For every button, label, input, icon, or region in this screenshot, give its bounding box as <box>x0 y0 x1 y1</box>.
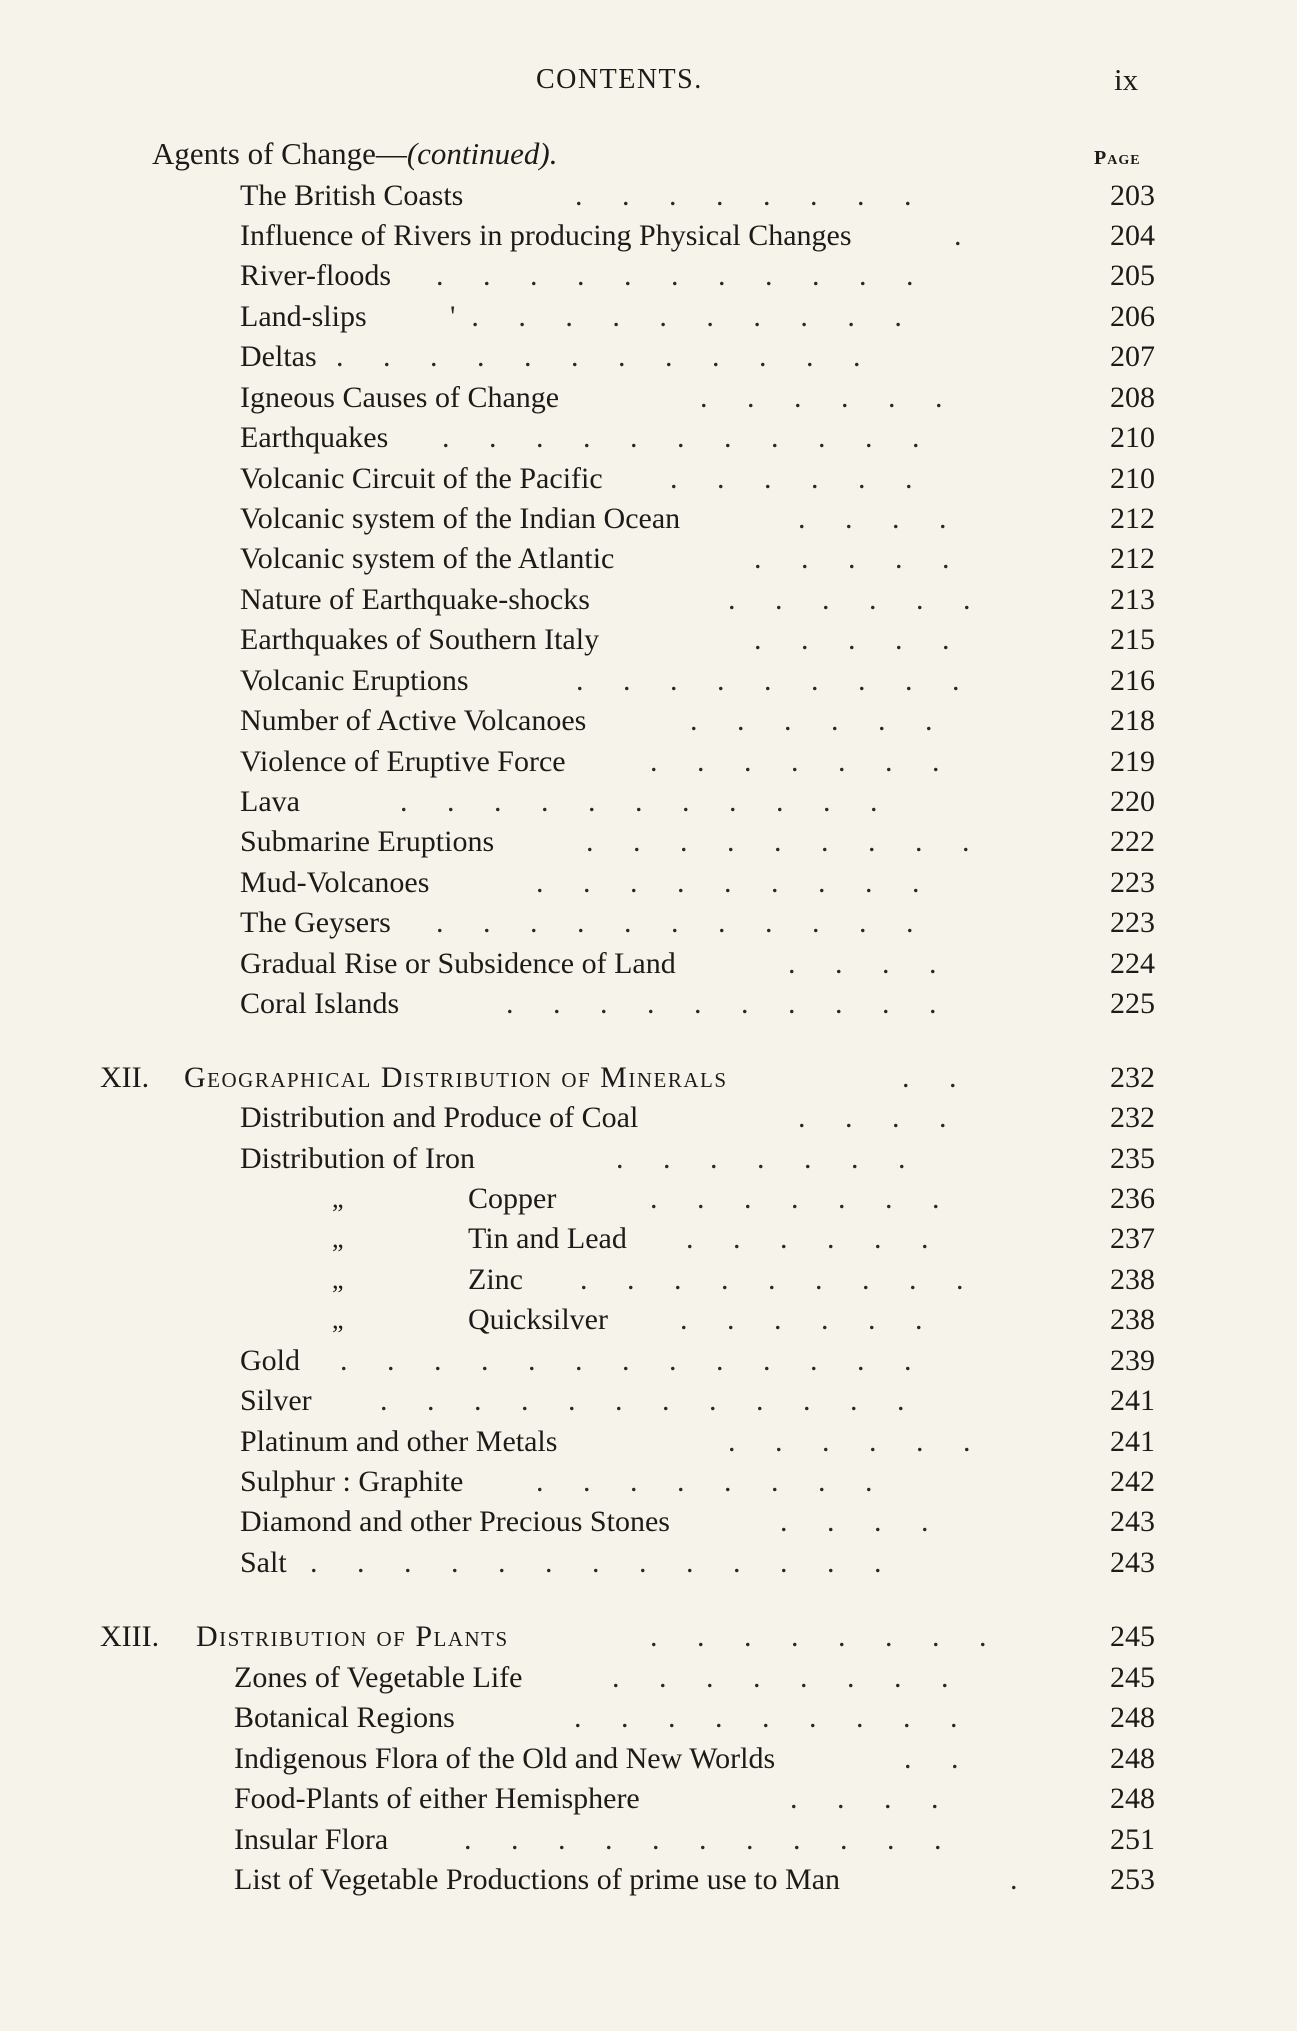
toc-entry-label: Volcanic system of the Indian Ocean <box>240 502 681 535</box>
toc-entry-page: 222 <box>1110 825 1155 858</box>
toc-entry <box>240 459 1155 499</box>
toc-entry-page: 238 <box>1110 1263 1155 1296</box>
toc-entry-page: 248 <box>1110 1701 1155 1734</box>
dot-leader: . . . . . . . <box>650 1182 956 1215</box>
toc-entry-label: The British Coasts <box>240 179 464 212</box>
toc-entry-label: Distribution and Produce of Coal <box>240 1101 639 1134</box>
toc-entry-page: 224 <box>1110 947 1155 980</box>
toc-entry-page: 207 <box>1110 340 1155 373</box>
toc-entry <box>240 1462 1155 1502</box>
toc-entry-label: Volcanic Eruptions <box>240 664 469 697</box>
toc-entry-page: 208 <box>1110 381 1155 414</box>
toc-entry-page: 213 <box>1110 583 1155 616</box>
chapter-title: Geographical Distribution of Minerals <box>184 1061 728 1094</box>
toc-entry <box>234 1860 1155 1900</box>
toc-entry-page: 215 <box>1110 623 1155 656</box>
toc-entry-label: Tin and Lead <box>468 1222 627 1255</box>
toc-entry-label: Gradual Rise or Subsidence of Land <box>240 947 676 980</box>
toc-entry-page: 243 <box>1110 1546 1155 1579</box>
toc-entry-label: Food-Plants of either Hemisphere <box>234 1782 640 1815</box>
dot-leader: . . . . . . . . . . . <box>442 421 936 454</box>
toc-entry-label: Lava <box>240 785 300 818</box>
chapter-heading <box>100 1058 1155 1098</box>
dot-leader: . . . . . . . . . . <box>506 987 953 1020</box>
toc-entry <box>240 337 1155 377</box>
dot-leader: . . . . <box>790 1782 955 1815</box>
dot-leader: . . . . . . . . . <box>576 664 976 697</box>
toc-entry-page: 253 <box>1110 1863 1155 1896</box>
dot-leader: . . . . . <box>754 542 966 575</box>
toc-entry-label: Igneous Causes of Change <box>240 381 560 414</box>
toc-entry-label: Volcanic Circuit of the Pacific <box>240 462 603 495</box>
toc-entry <box>240 782 1155 822</box>
toc-entry-ditto <box>240 1300 1155 1340</box>
toc-entry <box>240 418 1155 458</box>
toc-entry-label: Quicksilver <box>468 1303 608 1336</box>
toc-entry-page: 203 <box>1110 179 1155 212</box>
toc-entry-page: 225 <box>1110 987 1155 1020</box>
dot-leader: . . . . . . . . . <box>580 1263 980 1296</box>
toc-entry-page: 220 <box>1110 785 1155 818</box>
dot-leader: . <box>1010 1863 1034 1896</box>
toc-entry-label: Earthquakes <box>240 421 389 454</box>
toc-entry <box>240 742 1155 782</box>
toc-entry-label: Silver <box>240 1384 312 1417</box>
dot-leader: . . <box>902 1061 973 1094</box>
toc-entry-page: 236 <box>1110 1182 1155 1215</box>
toc-entry-label: Influence of Rivers in producing Physical Changes <box>240 219 852 252</box>
dot-leader: . . . . . . . . . . . . <box>336 340 877 373</box>
toc-entry-label: Botanical Regions <box>234 1701 455 1734</box>
toc-entry <box>240 620 1155 660</box>
dot-leader: '. . . . . . . . . . <box>450 300 918 333</box>
dot-leader: . . . . . . . . . . . <box>400 785 894 818</box>
dot-leader: . . . . . . . . <box>612 1661 965 1694</box>
toc-entry-label: Diamond and other Precious Stones <box>240 1505 670 1538</box>
toc-entry <box>240 297 1155 337</box>
toc-entry-page: 219 <box>1110 745 1155 778</box>
dot-leader: . . . . . . . . <box>575 179 928 212</box>
toc-entry <box>240 863 1155 903</box>
toc-entry-page: 237 <box>1110 1222 1155 1255</box>
toc-entry <box>240 1098 1155 1138</box>
toc-entry-page: 232 <box>1110 1101 1155 1134</box>
toc-entry-label: Coral Islands <box>240 987 400 1020</box>
ditto-mark: „ <box>332 1184 344 1213</box>
toc-entry-page: 241 <box>1110 1384 1155 1417</box>
ditto-mark: „ <box>332 1305 344 1334</box>
toc-entry-page: 238 <box>1110 1303 1155 1336</box>
toc-entry-page: 205 <box>1110 259 1155 292</box>
section-heading-continued: (continued). <box>406 136 558 171</box>
dot-leader: . . . . . . . . . . . . <box>380 1384 921 1417</box>
toc-entry-label: Salt <box>240 1546 287 1579</box>
running-title: CONTENTS. <box>536 64 703 95</box>
chapter-page: 232 <box>1110 1061 1155 1094</box>
toc-entry-label: River-floods <box>240 259 392 292</box>
toc-entry-page: 245 <box>1110 1661 1155 1694</box>
dot-leader: . . . . . . . . <box>536 1465 889 1498</box>
dot-leader: . . . . . . . . . . . <box>464 1823 958 1856</box>
toc-entry-ditto <box>240 1260 1155 1300</box>
toc-entry-page: 241 <box>1110 1425 1155 1458</box>
ditto-mark: „ <box>332 1265 344 1294</box>
dot-leader: . . . . . . <box>690 704 949 737</box>
toc-entry-page: 223 <box>1110 866 1155 899</box>
toc-entry-page: 235 <box>1110 1142 1155 1175</box>
toc-entry-page: 212 <box>1110 542 1155 575</box>
toc-entry-label: Violence of Eruptive Force <box>240 745 566 778</box>
toc-entry <box>240 944 1155 984</box>
toc-entry-page: 216 <box>1110 664 1155 697</box>
toc-entry-page: 223 <box>1110 906 1155 939</box>
toc-entry <box>240 903 1155 943</box>
toc-entry-label: Mud-Volcanoes <box>240 866 430 899</box>
chapter-heading <box>100 1617 1155 1657</box>
toc-entry <box>240 984 1155 1024</box>
dot-leader: . . . . <box>798 1101 963 1134</box>
dot-leader: . . . . . . <box>700 381 959 414</box>
toc-entry-ditto <box>240 1219 1155 1259</box>
dot-leader: . . . . <box>798 502 963 535</box>
toc-entry-label: The Geysers <box>240 906 391 939</box>
toc-entry <box>240 1341 1155 1381</box>
dot-leader: . . . . . . . . . <box>586 825 986 858</box>
toc-entry-page: 248 <box>1110 1782 1155 1815</box>
toc-entry <box>240 1381 1155 1421</box>
toc-entry-label: Insular Flora <box>234 1823 389 1856</box>
toc-entry <box>234 1658 1155 1698</box>
toc-entry-page: 251 <box>1110 1823 1155 1856</box>
dot-leader: . . . . . . . . . . . . . <box>340 1344 928 1377</box>
dot-leader: . . . . . . <box>680 1303 939 1336</box>
toc-entry-page: 210 <box>1110 462 1155 495</box>
toc-entry-page: 204 <box>1110 219 1155 252</box>
toc-entry-label: Distribution of Iron <box>240 1142 475 1175</box>
toc-entry <box>240 256 1155 296</box>
dot-leader: . . . . <box>780 1505 945 1538</box>
dot-leader: . . . . . . . . . . . <box>436 259 930 292</box>
toc-entry-page: 239 <box>1110 1344 1155 1377</box>
toc-entry <box>234 1698 1155 1738</box>
dot-leader: . . . . . . . . . <box>574 1701 974 1734</box>
dot-leader: . . . . . . <box>728 583 987 616</box>
dot-leader: . . . . . <box>754 623 966 656</box>
toc-entry-page: 206 <box>1110 300 1155 333</box>
toc-entry-label: Platinum and other Metals <box>240 1425 558 1458</box>
dot-leader: . . <box>904 1742 975 1775</box>
toc-entry-ditto <box>240 1179 1155 1219</box>
chapter-number: XII. <box>100 1061 150 1094</box>
toc-entry-label: Volcanic system of the Atlantic <box>240 542 615 575</box>
dot-leader: . . . . . . <box>670 462 929 495</box>
dot-leader: . . . . . . . . . . . . . <box>310 1546 898 1579</box>
toc-entry <box>240 580 1155 620</box>
toc-entry <box>240 378 1155 418</box>
toc-entry-label: Earthquakes of Southern Italy <box>240 623 600 656</box>
toc-entry <box>240 216 1155 256</box>
toc-entry <box>234 1779 1155 1819</box>
chapter-number: XIII. <box>100 1620 160 1653</box>
dot-leader: . . . . . . . . . <box>536 866 936 899</box>
toc-entry <box>240 1543 1155 1583</box>
ditto-mark: „ <box>332 1224 344 1253</box>
page-number: ix <box>1114 62 1139 97</box>
chapter-title: Distribution of Plants <box>196 1620 509 1653</box>
toc-entry-label: Zinc <box>468 1263 523 1296</box>
toc-entry <box>240 822 1155 862</box>
chapter-page: 245 <box>1110 1620 1155 1653</box>
toc-entry-label: List of Vegetable Productions of prime use to Man <box>234 1863 841 1896</box>
toc-entry <box>240 701 1155 741</box>
dot-leader: . . . . . . <box>728 1425 987 1458</box>
dot-leader: . <box>954 219 978 252</box>
toc-entry-label: Sulphur : Graphite <box>240 1465 464 1498</box>
toc-entry-label: Submarine Eruptions <box>240 825 495 858</box>
toc-entry-page: 248 <box>1110 1742 1155 1775</box>
toc-entry-page: 218 <box>1110 704 1155 737</box>
toc-entry-page: 242 <box>1110 1465 1155 1498</box>
toc-entry-label: Zones of Vegetable Life <box>234 1661 523 1694</box>
toc-entry <box>240 661 1155 701</box>
dot-leader: . . . . <box>788 947 953 980</box>
toc-entry <box>240 499 1155 539</box>
toc-entry-page: 243 <box>1110 1505 1155 1538</box>
dot-leader: . . . . . . . . <box>650 1620 1003 1653</box>
toc-entry <box>240 1422 1155 1462</box>
toc-entry-page: 212 <box>1110 502 1155 535</box>
toc-entry-label: Indigenous Flora of the Old and New Worlds <box>234 1742 776 1775</box>
toc-entry-label: Nature of Earthquake-shocks <box>240 583 590 616</box>
toc-entry <box>240 539 1155 579</box>
toc-entry-label: Number of Active Volcanoes <box>240 704 587 737</box>
toc-entry <box>240 1139 1155 1179</box>
toc-entry-label: Land-slips <box>240 300 367 333</box>
toc-entry-label: Copper <box>468 1182 557 1215</box>
toc-entry-label: Gold <box>240 1344 300 1377</box>
page-column-label: Page <box>1094 147 1141 169</box>
dot-leader: . . . . . . . <box>616 1142 922 1175</box>
dot-leader: . . . . . . <box>686 1222 945 1255</box>
toc-entry <box>234 1739 1155 1779</box>
dot-leader: . . . . . . . . . . . <box>436 906 930 939</box>
section-heading-prefix: Agents of Change— <box>152 136 407 171</box>
toc-entry <box>240 1502 1155 1542</box>
dot-leader: . . . . . . . <box>650 745 956 778</box>
toc-entry-page: 210 <box>1110 421 1155 454</box>
toc-entry <box>240 176 1155 216</box>
toc-entry <box>234 1820 1155 1860</box>
toc-entry-label: Deltas <box>240 340 317 373</box>
